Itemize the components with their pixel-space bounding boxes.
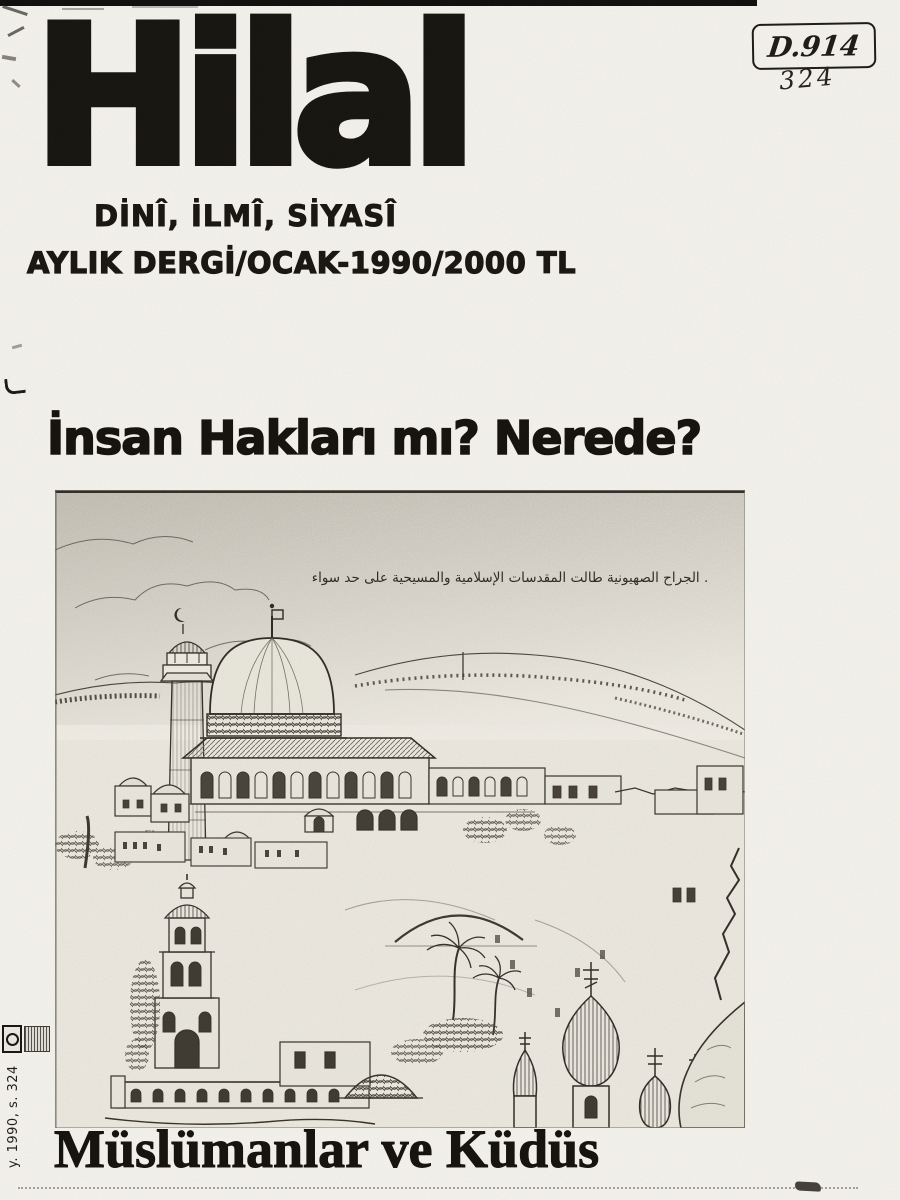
scan-speck — [2, 55, 16, 61]
library-code: D.914 — [766, 28, 862, 64]
magazine-logo: Hilal — [34, 0, 467, 207]
library-number: 324 — [777, 61, 837, 96]
jerusalem-drawing — [55, 490, 745, 1128]
scan-speck — [11, 79, 20, 88]
library-stamp — [2, 1024, 50, 1054]
stamp-ring-icon — [2, 1025, 22, 1053]
magazine-subtitle: DİNÎ, İLMÎ, SİYASÎ — [94, 199, 398, 233]
scan-speck — [2, 5, 28, 16]
headline-bottom: Müslümanlar ve Küdüs — [54, 1119, 600, 1179]
finial-icon — [270, 604, 274, 608]
spine-label: y. 1990, s. 324 — [6, 1065, 21, 1168]
bottom-scan-line — [18, 1187, 858, 1189]
stamp-bar-icon — [24, 1026, 50, 1052]
issue-line: AYLIK DERGİ/OCAK-1990/2000 TL — [27, 246, 577, 280]
scan-speck — [7, 26, 24, 37]
jerusalem-illustration — [55, 490, 745, 1128]
bottom-scan-blob — [795, 1181, 821, 1191]
margin-pen-mark — [4, 377, 26, 395]
scan-speck — [12, 344, 22, 349]
illustration-caption-arabic: الجراح الصهيونية طالت المقدسات الإسلامية والمسيحية على حد سواء . — [311, 570, 709, 586]
headline-top: İnsan Hakları mı? Nerede? — [47, 411, 702, 465]
